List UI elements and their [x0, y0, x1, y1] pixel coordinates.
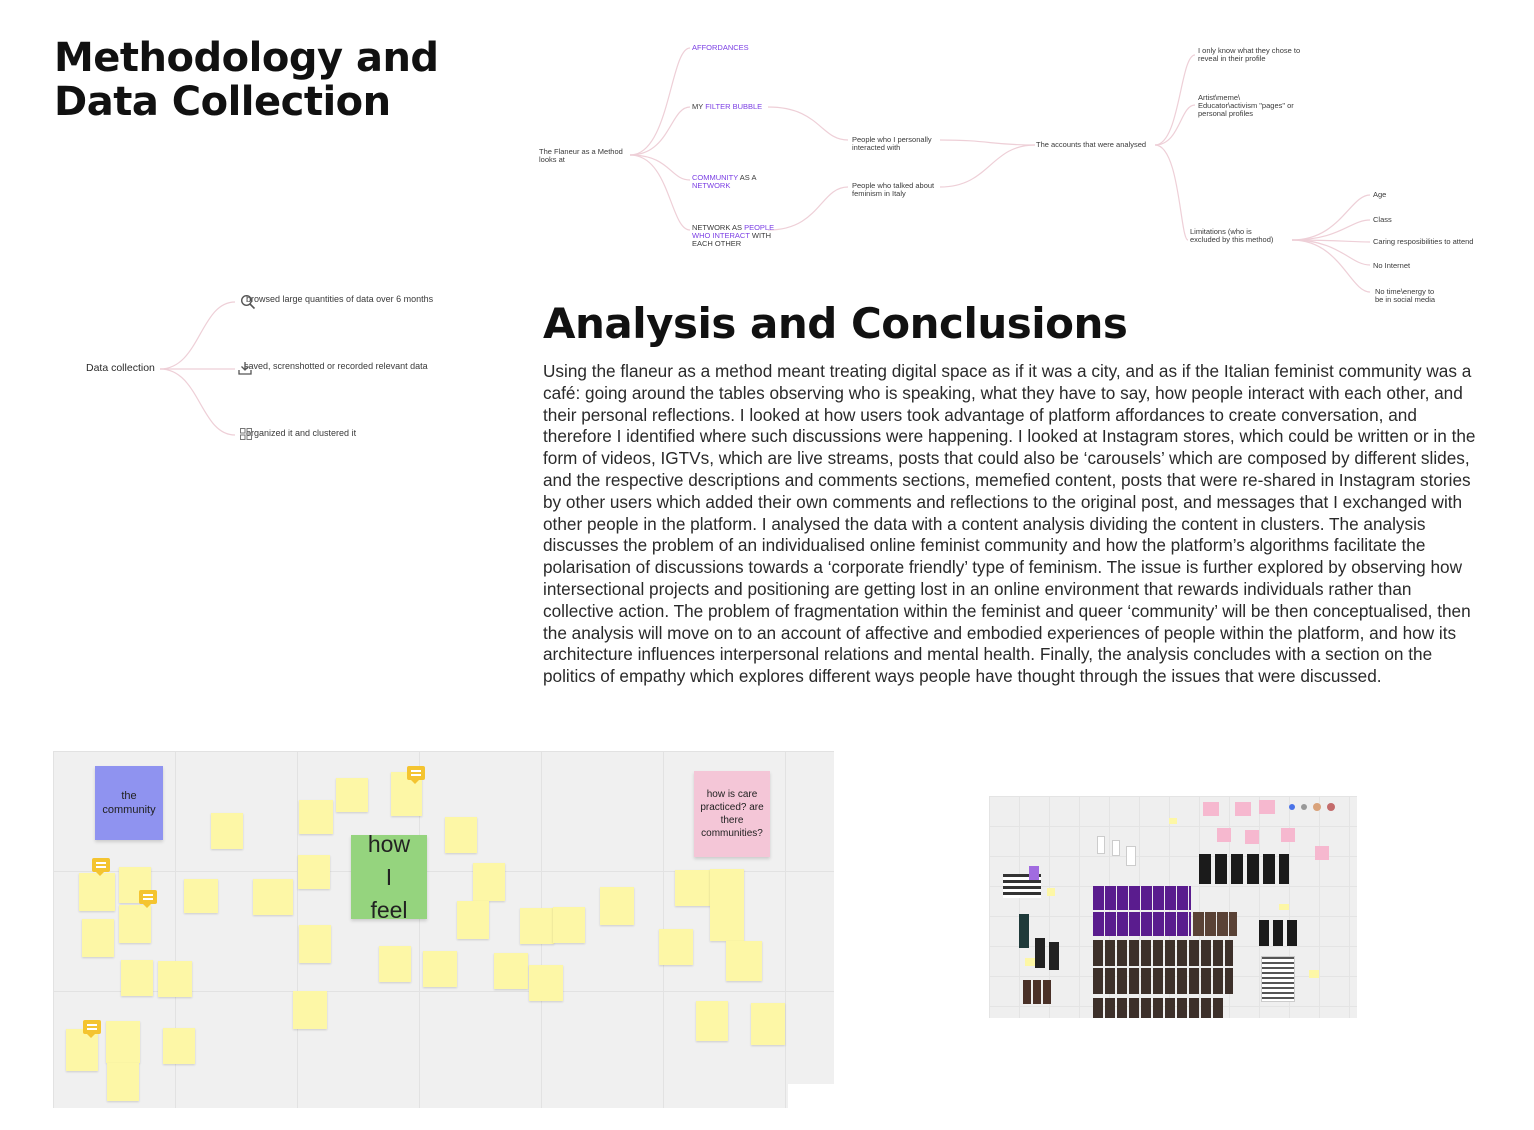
community-accent2: NETWORK	[692, 181, 731, 190]
sticky-note	[253, 879, 293, 915]
sticky-note	[751, 1003, 785, 1045]
sticky-note	[293, 991, 327, 1029]
sticky-note	[184, 879, 218, 913]
document-thumb	[1097, 836, 1105, 854]
node-people-talked: People who talked about feminism in Italy	[852, 181, 935, 198]
sticky-community-label: the community	[102, 790, 156, 816]
research-board-screenshot	[989, 796, 1357, 1018]
dc-browsed-label: browsed large quantities of data over 6 months	[246, 294, 434, 304]
sticky-note	[710, 869, 744, 941]
sticky-note	[600, 887, 634, 925]
comment-icon[interactable]	[407, 766, 425, 780]
sticky-note	[299, 800, 333, 834]
sticky-note	[119, 905, 151, 943]
node-community-network	[692, 174, 772, 190]
sticky-feel	[351, 830, 427, 923]
story-thumb	[1049, 942, 1059, 970]
dc-browsed	[240, 294, 510, 304]
sticky-note	[1279, 904, 1289, 910]
photo-post-row	[1093, 940, 1233, 966]
story-thumb	[1035, 938, 1045, 968]
node-network-people	[692, 224, 784, 248]
pink-sticky	[1259, 800, 1275, 814]
analysis-paragraph: Using the flaneur as a method meant treating digital space as if it was a city, and as if the Italian feminist community was a café: going around the tables observing who is speaking, what they have to say, how people interact with each other, and their personal reflections. I looked at how users took advantage of platform affordances to create conversation, and therefore I identified where such discussions were happening. I looked at Instagram stores, which could be written or in the form of videos, IGTVs, which are live streams, posts that could also be ‘carousels’ which are composed by different slides, and the respective descriptions and comments sections, memefied content, posts that were re-shared in Instagram stories by other users which added their own comments and reflections to the original post, and messages that I exchanged with other people in the platform. I analysed the data with a content analysis dividing the content in clusters. The analysis discusses the problem of an individualised online feminist community and how the platform’s algorithms facilitate the polarisation of discussions towards a ‘corporate friendly’ type of feminism. The issue is further explored by observing how intersectional projects and positioning are getting lost in an online environment that rewards individuals rather than collective action. The problem of fragmentation within the feminist and queer ‘community’ will be then conceptualised, then the analysis will move on to an account of affective and embodied experiences of people within the platform, and how its architecture influences interpersonal relations and mental health. Finally, the analysis concludes with a section on the politics of empathy which explores different ways people have thought through the issues that were discussed.	[543, 361, 1476, 687]
node-only-know: I only know what they chose to reveal in their profile	[1198, 46, 1301, 63]
pink-sticky	[1235, 802, 1251, 816]
sticky-note	[1047, 888, 1055, 896]
photo-post-row	[1093, 968, 1233, 994]
document-thumb	[1126, 846, 1136, 866]
document-thumb	[1112, 840, 1120, 856]
sticky-note	[79, 873, 115, 911]
sticky-note	[106, 1021, 140, 1063]
node-limitations: Limitations (who is excluded by this method)	[1190, 227, 1274, 244]
network-prefix: NETWORK AS	[692, 223, 745, 232]
network-suffix: WITH EACH OTHER	[692, 231, 772, 248]
sticky-note	[121, 960, 153, 996]
sticky-note	[696, 1001, 728, 1041]
purple-post-row	[1093, 886, 1191, 910]
data-collection-mind-map	[80, 285, 500, 515]
dark-post-row	[1259, 920, 1299, 946]
community-accent: COMMUNITY	[692, 173, 739, 182]
sticky-note-board	[53, 751, 834, 1108]
sticky-note	[726, 941, 762, 981]
limit-no-time: No time\energy to be in social media	[1375, 287, 1436, 304]
methodology-title: Methodology and Data Collection	[54, 35, 439, 125]
sticky-note	[520, 908, 554, 944]
node-affordances: AFFORDANCES	[692, 43, 749, 52]
sticky-note	[299, 925, 331, 963]
sticky-note	[1309, 970, 1319, 978]
sticky-note	[494, 953, 528, 989]
sticky-note	[1169, 818, 1177, 824]
dc-organized	[240, 428, 510, 438]
sticky-care	[694, 771, 770, 857]
mind-map-connectors	[530, 30, 1520, 320]
comment-icon[interactable]	[83, 1020, 101, 1034]
sticky-note	[107, 1063, 139, 1101]
limit-no-internet: No Internet	[1373, 261, 1411, 270]
filter-prefix: MY	[692, 102, 706, 111]
sticky-note	[211, 813, 243, 849]
sticky-note	[457, 901, 489, 939]
post-thumb	[1029, 866, 1039, 880]
data-collection-connectors	[80, 285, 500, 515]
dc-organized-label: organized it and clustered it	[246, 428, 357, 438]
dc-saved	[238, 361, 508, 371]
sticky-care-label: how is care practiced? are there communities?	[700, 789, 764, 839]
node-people-interacted: People who I personally interacted with	[852, 135, 932, 152]
sticky-feel-label: how I feel	[367, 830, 411, 923]
comment-icon[interactable]	[92, 858, 110, 872]
sticky-note	[336, 778, 368, 812]
sticky-note	[298, 855, 330, 889]
board-toolbar	[1287, 802, 1347, 812]
photo-post-row	[1023, 980, 1053, 1004]
sticky-note	[675, 870, 711, 906]
flaneur-root: The Flaneur as a Method looks at	[539, 147, 623, 164]
node-artist: Artist\meme\ Educator\activism "pages" or personal profiles	[1198, 93, 1294, 118]
comment-icon[interactable]	[139, 890, 157, 904]
sticky-note	[158, 961, 192, 997]
sticky-note	[473, 863, 505, 901]
community-mid: AS A	[738, 173, 757, 182]
limit-class: Class	[1373, 215, 1392, 224]
story-thumb	[1019, 914, 1029, 948]
sticky-note	[1025, 958, 1035, 966]
network-accent: PEOPLE WHO INTERACT	[692, 223, 775, 240]
analysis-title: Analysis and Conclusions	[543, 299, 1128, 348]
pink-sticky	[1281, 828, 1295, 842]
node-accounts: The accounts that were analysed	[1036, 140, 1147, 149]
filter-accent: FILTER BUBBLE	[705, 102, 763, 111]
node-filter-bubble	[692, 103, 762, 111]
pink-sticky	[1203, 802, 1219, 816]
sticky-note	[82, 919, 114, 957]
sticky-note	[529, 965, 563, 1001]
sticky-note	[445, 817, 477, 853]
sticky-note	[659, 929, 693, 965]
limit-age: Age	[1373, 190, 1387, 199]
flaneur-mind-map	[530, 30, 1520, 320]
sticky-note	[553, 907, 585, 943]
sticky-note	[423, 951, 457, 987]
pink-sticky	[1315, 846, 1329, 860]
photo-post-row	[1093, 998, 1223, 1018]
purple-post-row	[1093, 912, 1191, 936]
dark-post-row	[1199, 854, 1289, 884]
sticky-community	[95, 766, 163, 840]
limit-caring: Caring resposibilities to attend	[1373, 237, 1474, 246]
sticky-note	[163, 1028, 195, 1064]
pink-sticky	[1245, 830, 1259, 844]
dc-saved-label: saved, screnshotted or recorded relevant data	[244, 361, 428, 371]
photo-post-row	[1193, 912, 1237, 936]
sticky-note	[379, 946, 411, 982]
document-thumb	[1261, 956, 1295, 1002]
pink-sticky	[1217, 828, 1231, 842]
board-corner-mask	[788, 1084, 834, 1108]
data-collection-root: Data collection	[86, 362, 155, 374]
